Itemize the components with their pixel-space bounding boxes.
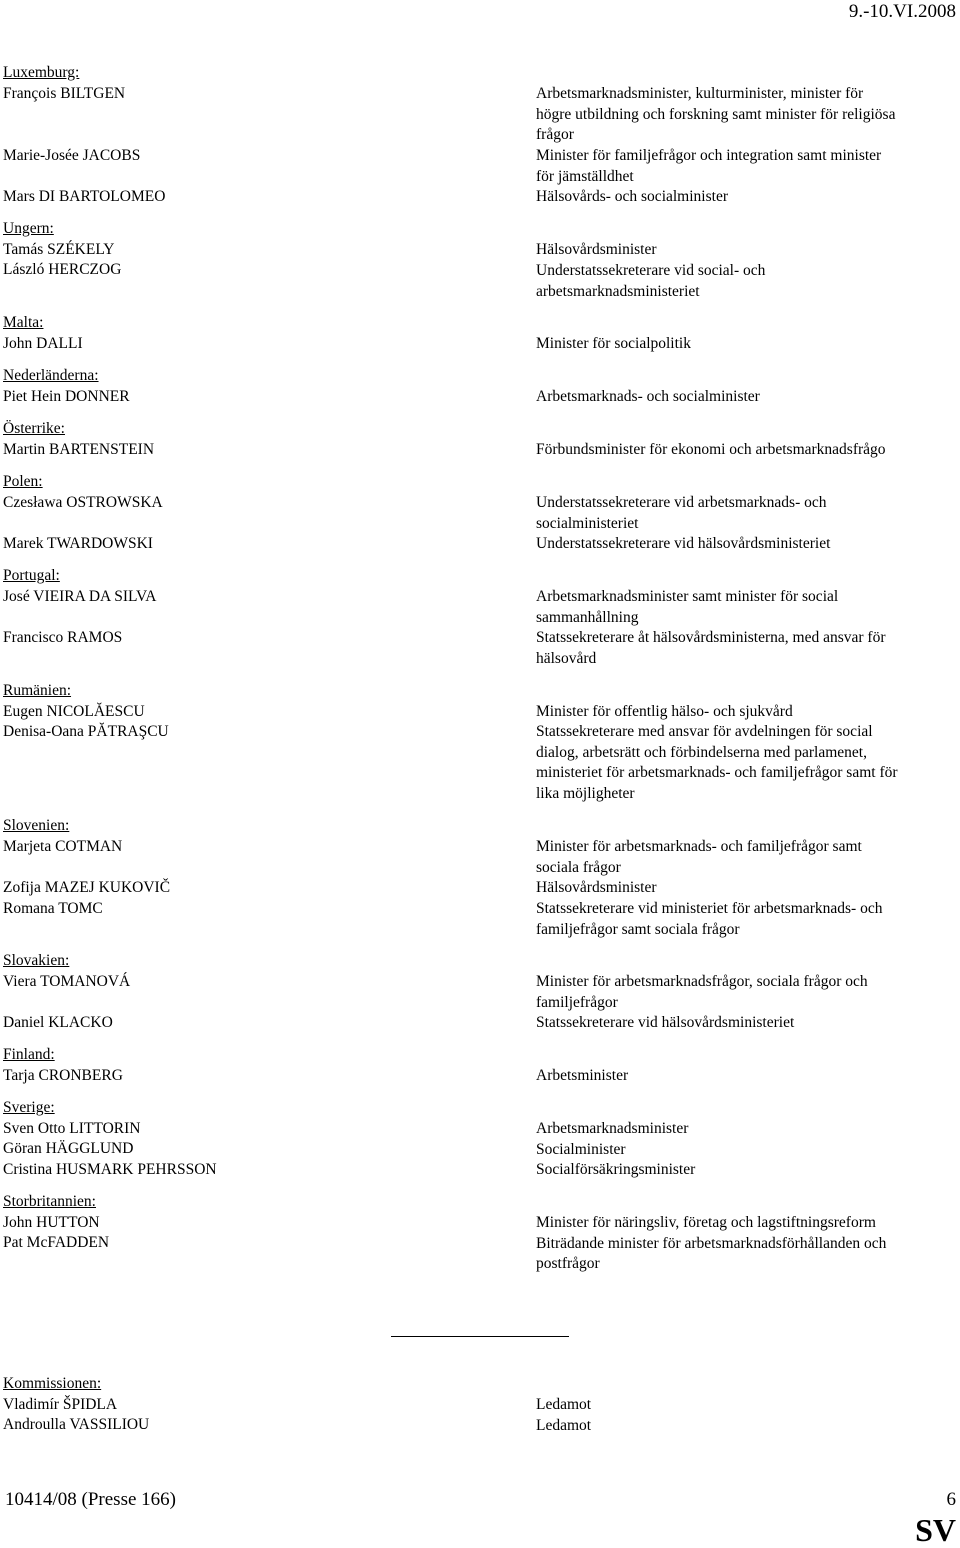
delegate-name: Marie-Josée JACOBS: [3, 147, 141, 164]
role-title: [536, 187, 956, 208]
delegate-name: Viera TOMANOVÁ: [3, 972, 131, 990]
delegate-name: Vladimír ŠPIDLA: [3, 1395, 118, 1413]
country-heading: Storbritannien:: [3, 1193, 96, 1210]
delegate-name: Marek TWARDOWSKI: [3, 535, 153, 552]
role-line: Arbetsmarknadsminister, kulturminister, minister för: [536, 85, 864, 102]
delegation-ungern: [3, 219, 523, 281]
role-title: [536, 334, 956, 355]
delegation-kommissionen: [3, 1374, 523, 1436]
country-heading: Polen:: [3, 473, 43, 490]
country-heading: Sverige:: [3, 1099, 55, 1116]
delegate-name: José VIEIRA DA SILVA: [3, 587, 157, 605]
role-title: [536, 1013, 956, 1034]
delegate-name: Piet Hein DONNER: [3, 387, 130, 405]
role-title: [536, 837, 956, 878]
role-title: [536, 493, 956, 534]
role-line: Understatssekreterare vid social- och: [536, 262, 766, 279]
role-line: dialog, arbetsrätt och förbindelserna med parlamenet,: [536, 743, 867, 761]
role-line: Minister för arbetsmarknads- och familjefrågor samt: [536, 838, 862, 855]
delegate-name: Czesława OSTROWSKA: [3, 493, 163, 511]
role-line: Minister för näringsliv, företag och lagstiftningsreform: [536, 1214, 876, 1231]
role-line: postfrågor: [536, 1255, 600, 1273]
country-heading: Kommissionen:: [3, 1375, 102, 1392]
role-line: Statssekreterare åt hälsovårdsministerna, med ansvar för: [536, 629, 886, 646]
country-heading: Finland:: [3, 1046, 55, 1063]
role-title: [536, 84, 956, 146]
country-heading: Rumänien:: [3, 682, 72, 699]
role-line: Arbetsmarknadsminister samt minister för social: [536, 588, 839, 605]
page-number: 6: [946, 1489, 956, 1510]
role-line: ministeriet för arbetsmarknads- och familjefrågor samt för: [536, 764, 898, 782]
delegate-name: Pat McFADDEN: [3, 1234, 110, 1252]
role-line: högre utbildning och forskning samt minister för religiösa: [536, 105, 896, 123]
role-line: lika möjligheter: [536, 785, 635, 803]
country-heading: Malta:: [3, 314, 44, 331]
delegate-name: Daniel KLACKO: [3, 1014, 113, 1031]
delegation-slovakien: [3, 951, 523, 992]
delegation-nederlanderna: [3, 366, 523, 407]
role-line: sociala frågor: [536, 858, 621, 876]
role-line: Statssekreterare vid ministeriet för arbetsmarknads- och: [536, 900, 883, 917]
role-line: arbetsmarknadsministeriet: [536, 282, 700, 300]
role-line: Socialförsäkringsminister: [536, 1161, 696, 1179]
role-line: Socialminister: [536, 1140, 626, 1158]
delegate-name: Marjeta COTMAN: [3, 837, 123, 855]
country-heading: Slovenien:: [3, 817, 70, 834]
role-line: Hälsovårds- och socialminister: [536, 188, 728, 205]
country-heading: Österrike:: [3, 420, 65, 437]
role-title: [536, 1119, 956, 1181]
separator-rule: [391, 1336, 569, 1337]
delegate-name: Denisa-Oana PĂTRAŞCU: [3, 723, 169, 741]
country-heading: Slovakien:: [3, 952, 70, 969]
role-line: Statssekreterare med ansvar för avdelningen för social: [536, 723, 873, 740]
delegate-name: John DALLI: [3, 334, 83, 352]
country-heading: Luxemburg:: [3, 64, 80, 81]
country-heading: Nederländerna:: [3, 367, 99, 384]
role-title: [536, 1213, 956, 1275]
role-title: [536, 722, 956, 805]
role-title: [536, 261, 956, 302]
delegation-malta: [3, 313, 523, 354]
delegate-name: Romana TOMC: [3, 899, 103, 917]
delegate-name: Tarja CRONBERG: [3, 1066, 123, 1084]
role-title: [536, 240, 956, 261]
delegate-name: Cristina HUSMARK PEHRSSON: [3, 1161, 217, 1179]
document-reference: 10414/08 (Presse 166): [5, 1489, 176, 1510]
document-date: 9.-10.VI.2008: [848, 1, 956, 22]
role-title: [536, 440, 956, 461]
delegate-name: Göran HÄGGLUND: [3, 1140, 134, 1158]
role-title: [536, 1395, 956, 1436]
role-title: [536, 1066, 956, 1087]
role-line: Statssekreterare vid hälsovårdsministeriet: [536, 1014, 795, 1031]
role-title: [536, 628, 956, 669]
delegation-luxemburg: [3, 63, 523, 104]
role-line: Minister för socialpolitik: [536, 335, 691, 352]
delegation-polen: [3, 472, 523, 513]
role-line: Arbetsmarknads- och socialminister: [536, 388, 760, 405]
language-code: SV: [915, 1512, 956, 1548]
role-title: [536, 702, 956, 723]
role-line: Understatssekreterare vid hälsovårdsministeriet: [536, 535, 831, 552]
role-line: Hälsovårdsminister: [536, 879, 657, 896]
delegate-name: John HUTTON: [3, 1213, 100, 1231]
delegate-name: László HERCZOG: [3, 261, 122, 279]
delegation-storbritannien: [3, 1192, 523, 1254]
delegation-portugal: [3, 566, 523, 607]
delegation-slovenien: [3, 816, 523, 857]
role-line: sammanhållning: [536, 608, 639, 626]
delegate-name: Mars DI BARTOLOMEO: [3, 188, 166, 205]
delegate-name: Zofija MAZEJ KUKOVIČ: [3, 879, 171, 896]
delegate-name: François BILTGEN: [3, 84, 126, 102]
role-line: hälsovård: [536, 649, 597, 667]
role-line: familjefrågor samt sociala frågor: [536, 920, 740, 938]
country-heading: Portugal:: [3, 567, 60, 584]
role-line: Understatssekreterare vid arbetsmarknads- och: [536, 494, 827, 511]
role-title: [536, 878, 956, 899]
role-line: Ledamot: [536, 1416, 592, 1434]
role-line: socialministeriet: [536, 514, 639, 532]
role-line: Arbetsmarknadsminister: [536, 1120, 689, 1137]
delegate-name: Martin BARTENSTEIN: [3, 440, 155, 458]
role-line: Arbetsminister: [536, 1067, 629, 1084]
role-line: Ledamot: [536, 1396, 592, 1413]
delegate-name: Francisco RAMOS: [3, 629, 123, 646]
role-title: [536, 146, 956, 187]
role-line: Hälsovårdsminister: [536, 241, 657, 258]
delegation-osterrike: [3, 419, 523, 460]
delegate-name: Tamás SZÉKELY: [3, 240, 115, 258]
delegation-rumanien: [3, 681, 523, 743]
role-line: Minister för offentlig hälso- och sjukvård: [536, 703, 793, 720]
role-line: Minister för arbetsmarknadsfrågor, sociala frågor och: [536, 973, 868, 990]
role-title: [536, 899, 956, 940]
role-line: Minister för familjefrågor och integration samt minister: [536, 147, 882, 164]
role-title: [536, 534, 956, 555]
country-heading: Ungern:: [3, 220, 54, 237]
delegation-sverige: [3, 1098, 523, 1181]
role-line: för jämställdhet: [536, 167, 634, 185]
delegate-name: Sven Otto LITTORIN: [3, 1119, 141, 1137]
delegate-name: Eugen NICOLĂESCU: [3, 702, 145, 720]
delegation-slovenien-more: [3, 878, 523, 919]
role-line: frågor: [536, 126, 574, 144]
role-title: [536, 387, 956, 408]
role-title: [536, 587, 956, 628]
role-line: Biträdande minister för arbetsmarknadsförhållanden och: [536, 1234, 887, 1252]
delegate-name: Androulla VASSILIOU: [3, 1416, 150, 1434]
role-title: [536, 972, 956, 1013]
role-line: Förbundsminister för ekonomi och arbetsmarknadsfrågo: [536, 441, 886, 458]
role-line: familjefrågor: [536, 993, 618, 1011]
delegation-finland: [3, 1045, 523, 1086]
